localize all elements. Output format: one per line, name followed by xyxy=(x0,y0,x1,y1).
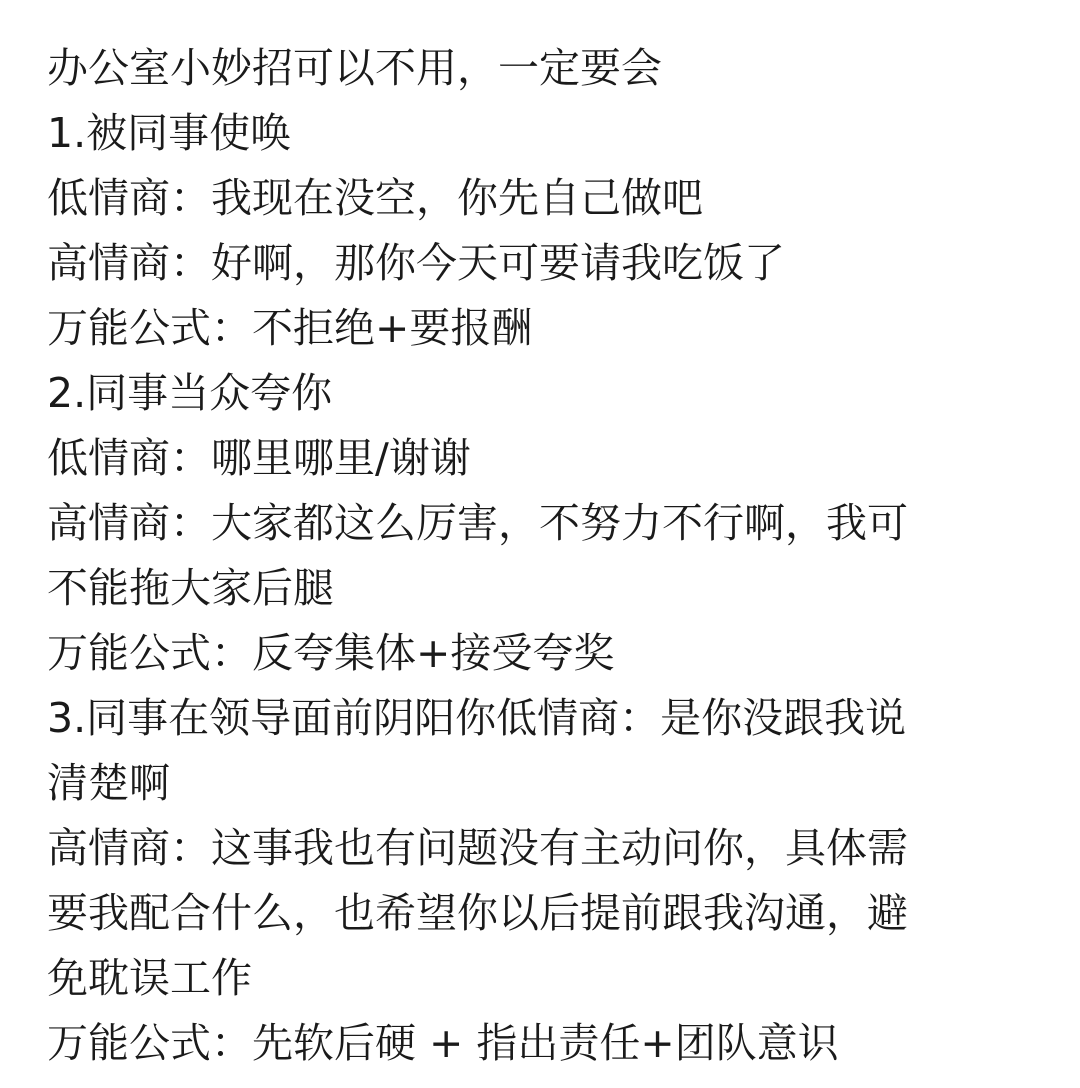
text-line: 清楚啊 xyxy=(47,759,170,807)
section-heading-3: 3.同事在领导面前阴阳你低情商：是你没跟我说 xyxy=(47,694,907,742)
text-line: 高情商：好啊，那你今天可要请我吃饭了 xyxy=(47,239,785,287)
text-line: 高情商：这事我也有问题没有主动问你，具体需 xyxy=(47,824,908,872)
text-line: 高情商：大家都这么厉害，不努力不行啊，我可 xyxy=(47,499,908,547)
text-line: 免耽误工作 xyxy=(47,954,252,1002)
text-line: 万能公式：不拒绝+要报酬 xyxy=(47,304,533,352)
text-line: 万能公式：先软后硬 + 指出责任+团队意识 xyxy=(47,1019,839,1067)
section-heading-1: 1.被同事使唤 xyxy=(47,109,292,157)
section-heading-2: 2.同事当众夸你 xyxy=(47,369,333,417)
text-line: 低情商：哪里哪里/谢谢 xyxy=(47,434,471,482)
document-text xyxy=(47,36,1037,1076)
text-line: 万能公式：反夸集体+接受夸奖 xyxy=(47,629,615,677)
text-line: 要我配合什么，也希望你以后提前跟我沟通，避 xyxy=(47,889,908,937)
document-title: 办公室小妙招可以不用，一定要会 xyxy=(47,44,662,92)
text-line: 低情商：我现在没空，你先自己做吧 xyxy=(47,174,703,222)
text-line: 不能拖大家后腿 xyxy=(47,564,334,612)
